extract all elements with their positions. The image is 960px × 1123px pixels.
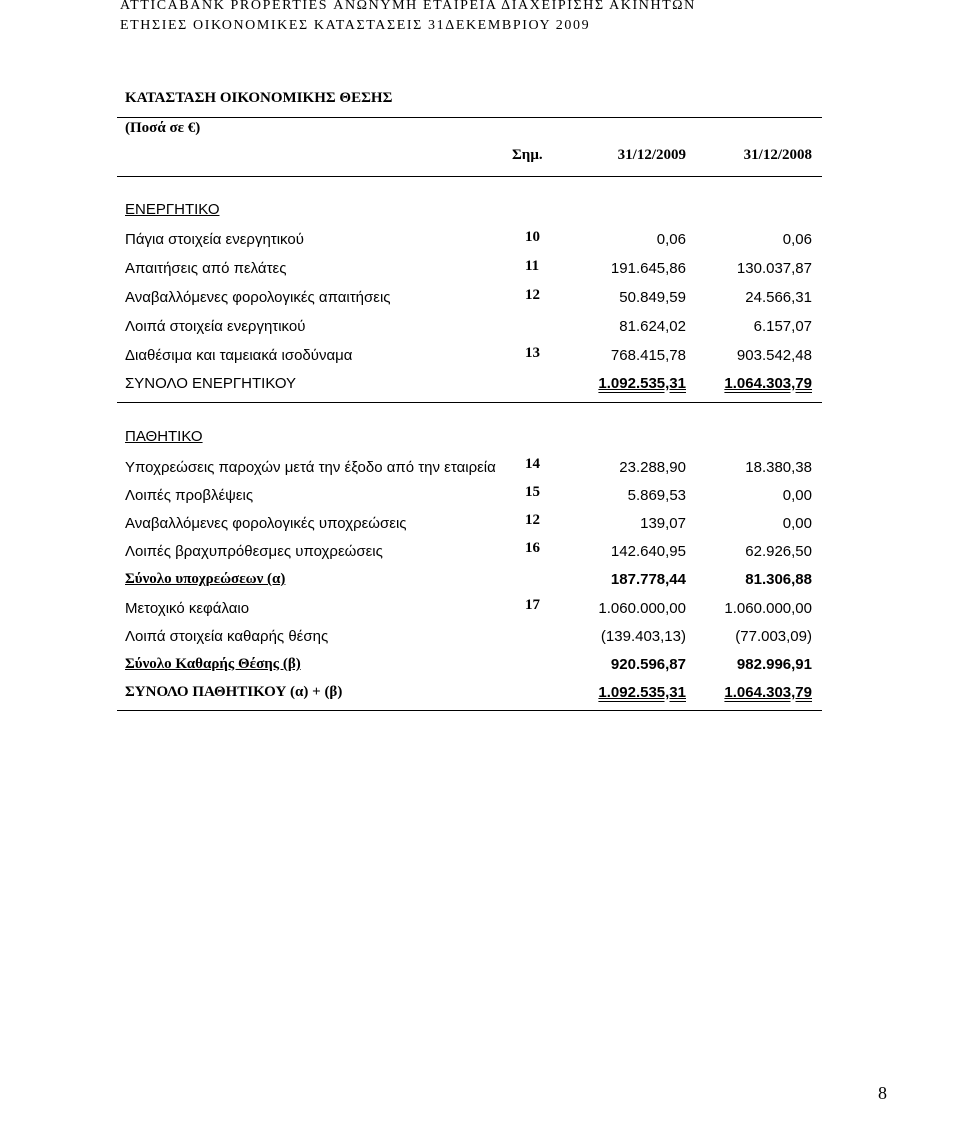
row-value-2008: 24.566,31 — [745, 289, 812, 306]
row-note: 12 — [525, 512, 540, 528]
column-header-2009: 31/12/2009 — [617, 147, 686, 163]
row-value-2009: 142.640,95 — [610, 543, 686, 560]
liabilities-total-2009: 1.092.535,31 — [598, 684, 686, 701]
row-value-2009: 768.415,78 — [610, 347, 686, 364]
assets-total-2009: 1.092.535,31 — [598, 375, 686, 392]
row-value-2008: 18.380,38 — [745, 459, 812, 476]
row-label: Λοιπά στοιχεία ενεργητικού — [125, 318, 306, 335]
row-value-2008: 130.037,87 — [736, 260, 812, 277]
assets-total-2008: 1.064.303,79 — [724, 375, 812, 392]
row-value-2009: 50.849,59 — [619, 289, 686, 306]
row-value-2009: 139,07 — [640, 515, 686, 532]
row-value-2009: (139.403,13) — [600, 628, 686, 645]
assets-bottom-rule — [117, 402, 822, 403]
row-label: Πάγια στοιχεία ενεργητικού — [125, 231, 304, 248]
row-note: 11 — [525, 258, 540, 274]
liabilities-total-label: ΣΥΝΟΛΟ ΠΑΘΗΤΙΚΟΥ (α) + (β) — [125, 684, 343, 700]
row-label: Αναβαλλόμενες φορολογικές υποχρεώσεις — [125, 515, 407, 532]
row-note: 14 — [525, 456, 540, 472]
liabilities-subtotal-2009: 187.778,44 — [610, 571, 686, 588]
row-label: Λοιπά στοιχεία καθαρής θέσης — [125, 628, 329, 645]
row-value-2008: (77.003,09) — [735, 628, 812, 645]
row-value-2008: 62.926,50 — [745, 543, 812, 560]
assets-total-label: ΣΥΝΟΛΟ ΕΝΕΡΓΗΤΙΚΟΥ — [125, 375, 297, 392]
table-top-rule — [117, 117, 822, 118]
row-label: Διαθέσιμα και ταμειακά ισοδύναμα — [125, 347, 353, 364]
header-bottom-rule — [117, 176, 822, 177]
row-value-2008: 1.060.000,00 — [724, 600, 812, 617]
row-label: Υποχρεώσεις παροχών μετά την έξοδο από την εταιρεία — [125, 459, 496, 476]
row-note: 17 — [525, 597, 540, 613]
column-header-note: Σημ. — [512, 147, 543, 163]
row-label: Μετοχικό κεφάλαιο — [125, 600, 250, 617]
company-header: ATTICABANK PROPERTIES ΑΝΩΝΥΜΗ ΕΤΑΙΡΕΙΑ ΔΙΑΧΕΙΡΙΣΗΣ ΑΚΙΝΗΤΩΝ — [120, 0, 696, 13]
row-value-2009: 191.645,86 — [610, 260, 686, 277]
statement-title: ΚΑΤΑΣΤΑΣΗ ΟΙΚΟΝΟΜΙΚΗΣ ΘΕΣΗΣ — [125, 90, 393, 106]
row-value-2009: 0,06 — [656, 231, 686, 248]
statements-header: ΕΤΗΣΙΕΣ ΟΙΚΟΝΟΜΙΚΕΣ ΚΑΤΑΣΤΑΣΕΙΣ 31ΔΕΚΕΜΒΡΙΟΥ 2009 — [120, 18, 591, 33]
row-value-2008: 6.157,07 — [753, 318, 812, 335]
row-label: Αναβαλλόμενες φορολογικές απαιτήσεις — [125, 289, 391, 306]
row-value-2009: 23.288,90 — [619, 459, 686, 476]
assets-heading: ΕΝΕΡΓΗΤΙΚΟ — [125, 201, 220, 218]
row-value-2009: 5.869,53 — [627, 487, 686, 504]
row-note: 10 — [525, 229, 540, 245]
row-value-2008: 0,06 — [782, 231, 812, 248]
column-header-2008: 31/12/2008 — [743, 147, 812, 163]
row-value-2008: 903.542,48 — [736, 347, 812, 364]
row-label: Απαιτήσεις από πελάτες — [125, 260, 287, 277]
liabilities-subtotal-2008: 81.306,88 — [745, 571, 812, 588]
liabilities-heading: ΠΑΘΗΤΙΚΟ — [125, 428, 203, 445]
currency-unit: (Ποσά σε €) — [125, 120, 201, 136]
row-note: 12 — [525, 287, 540, 303]
row-label: Λοιπές βραχυπρόθεσμες υποχρεώσεις — [125, 543, 383, 560]
liabilities-subtotal-label: Σύνολο υποχρεώσεων (α) — [125, 571, 286, 587]
row-note: 16 — [525, 540, 540, 556]
page-number: 8 — [878, 1083, 887, 1103]
row-note: 13 — [525, 345, 540, 361]
row-value-2009: 1.060.000,00 — [598, 600, 686, 617]
table-bottom-rule — [117, 710, 822, 711]
row-value-2009: 81.624,02 — [619, 318, 686, 335]
row-value-2008: 0,00 — [782, 487, 812, 504]
row-label: Λοιπές προβλέψεις — [125, 487, 254, 504]
equity-subtotal-label: Σύνολο Καθαρής Θέσης (β) — [125, 656, 301, 672]
liabilities-total-2008: 1.064.303,79 — [724, 684, 812, 701]
row-value-2008: 0,00 — [782, 515, 812, 532]
equity-subtotal-2009: 920.596,87 — [610, 656, 686, 673]
row-note: 15 — [525, 484, 540, 500]
equity-subtotal-2008: 982.996,91 — [736, 656, 812, 673]
